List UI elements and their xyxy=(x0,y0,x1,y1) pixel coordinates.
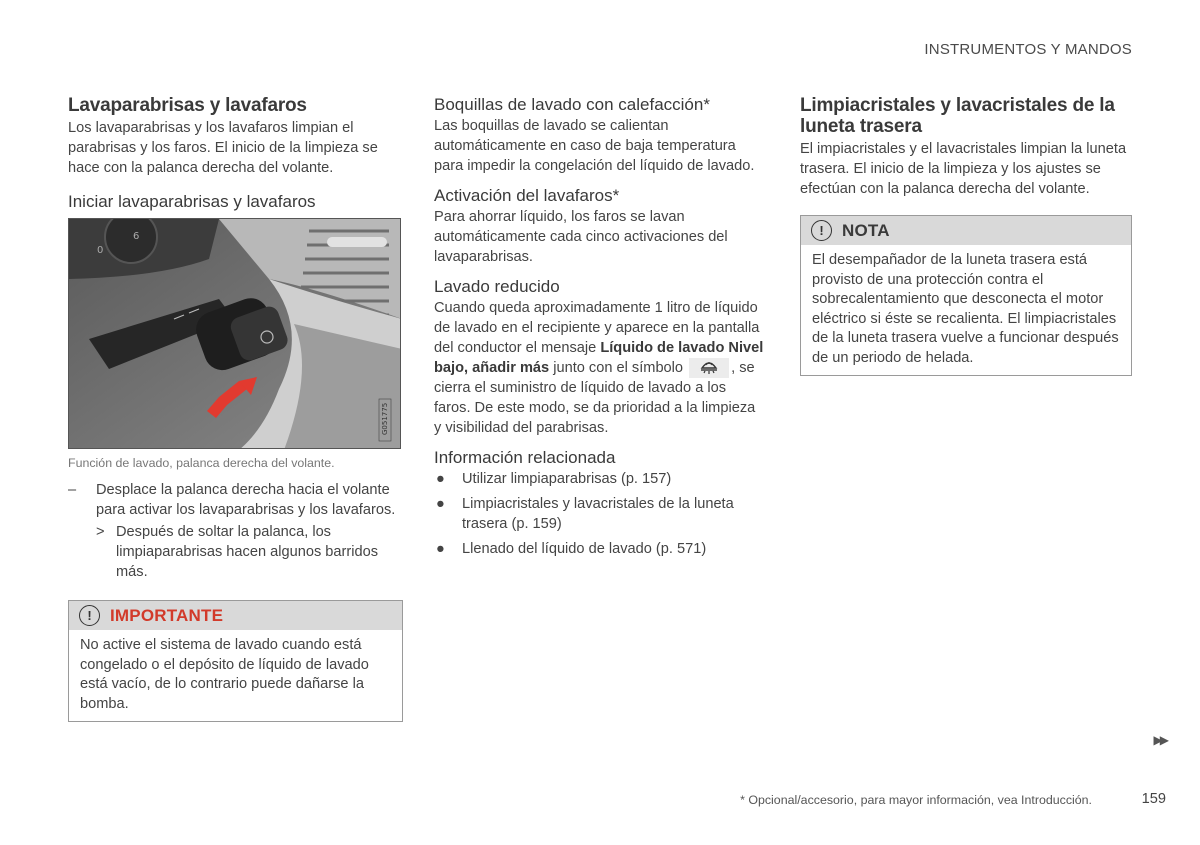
column-rear-wiper xyxy=(800,95,1132,376)
figure-code: G051775 xyxy=(381,402,389,435)
svg-text:0: 0 xyxy=(97,245,104,256)
related-link[interactable] xyxy=(434,469,766,489)
column-details xyxy=(434,95,766,564)
note-header xyxy=(801,216,1131,245)
related-link-text: Llenado del líquido de lavado (p. 571) xyxy=(462,541,707,557)
reduced-text-part2: junto con el símbolo xyxy=(553,360,684,376)
footnote: * Opcional/accesorio, para mayor información, vea Introducción. xyxy=(740,793,1092,807)
note-title: NOTA xyxy=(842,220,890,240)
headlamp-activation-title: Activación del lavafaros* xyxy=(434,186,620,205)
exclamation-icon: ! xyxy=(811,220,832,241)
step-mark: – xyxy=(68,482,77,498)
substep-item xyxy=(68,522,403,582)
lever-illustration xyxy=(69,219,401,449)
related-info-title: Información relacionada xyxy=(434,448,616,467)
section-header: INSTRUMENTOS Y MANDOS xyxy=(924,41,1132,58)
reduced-text-part3: , se cierra el suministro de líquido de lavado a los faros. De este modo, se da prioridad a la limpieza y visibilidad del parabrisas. xyxy=(434,360,756,436)
next-page-arrows-icon: ▶▶ xyxy=(1153,733,1166,747)
important-box xyxy=(68,600,403,722)
subtitle-start-washer: Iniciar lavaparabrisas y lavafaros xyxy=(68,192,316,211)
note-box xyxy=(800,215,1132,376)
related-list xyxy=(434,469,766,559)
section-title-washer: Lavaparabrisas y lavafaros xyxy=(68,95,307,116)
figure-caption: Función de lavado, palanca derecha del volante. xyxy=(68,456,335,470)
related-link-text: Limpiacristales y lavacristales de la luneta trasera (p. 159) xyxy=(462,496,734,532)
reduced-washing-text xyxy=(434,298,766,438)
related-link[interactable] xyxy=(434,494,766,534)
reduced-text-part1: Cuando queda aproximadamente 1 litro de líquido de lavado en el recipiente y aparece en la pantalla del conductor el mensaje xyxy=(434,300,760,356)
section-title-rear-wiper: Limpiacristales y lavacristales de la luneta trasera xyxy=(800,95,1115,137)
bullet-dot: ● xyxy=(436,496,445,512)
important-text: No active el sistema de lavado cuando está congelado o el depósito de líquido de lavado está vacío, de lo contrario puede dañarse la bomba. xyxy=(80,637,369,712)
bullet-dot: ● xyxy=(436,471,445,487)
washer-fluid-icon xyxy=(689,358,729,378)
rear-wiper-intro: El impiacristales y el lavacristales limpian la luneta trasera. El inicio de la limpieza y los ajustes se efectúan con la palanca derecha del volante. xyxy=(800,141,1127,197)
column-washer xyxy=(68,95,403,722)
heated-nozzles-title: Boquillas de lavado con calefacción* xyxy=(434,95,710,114)
headlamp-activation-text: Para ahorrar líquido, los faros se lavan automáticamente cada cinco activaciones del lavaparabrisas. xyxy=(434,209,728,265)
low-fluid-message: Líquido de lavado Nivel bajo, añadir más xyxy=(434,340,764,376)
important-header xyxy=(69,601,402,630)
step-item xyxy=(68,480,403,520)
heated-nozzles-text: Las boquillas de lavado se calientan automáticamente en caso de baja temperatura para impedir la congelación del líquido de lavado. xyxy=(434,118,755,174)
steering-lever-figure xyxy=(68,218,401,449)
related-link-text: Utilizar limpiaparabrisas (p. 157) xyxy=(462,471,672,487)
exclamation-icon: ! xyxy=(79,605,100,626)
washer-intro: Los lavaparabrisas y los lavafaros limpian el parabrisas y los faros. El inicio de la limpieza se hace con la palanca derecha del volante. xyxy=(68,120,378,176)
substep-mark: > xyxy=(96,524,105,540)
step-text: Desplace la palanca derecha hacia el volante para activar los lavaparabrisas y los lavafaros. xyxy=(96,482,396,518)
svg-text:6: 6 xyxy=(133,231,140,242)
note-text: El desempañador de la luneta trasera está provisto de una protección contra el sobrecalentamiento que desconecta el motor eléctrico si éste se recalienta. El limpiacristales de la luneta trasera vuelve a funcionar después de un periodo de helada. xyxy=(812,252,1119,366)
page-number: 159 xyxy=(1141,791,1166,807)
important-title: IMPORTANTE xyxy=(110,605,224,625)
reduced-washing-title: Lavado reducido xyxy=(434,277,560,296)
substep-text: Después de soltar la palanca, los limpiaparabrisas hacen algunos barridos más. xyxy=(116,524,379,580)
bullet-dot: ● xyxy=(436,541,445,557)
related-link[interactable] xyxy=(434,539,766,559)
